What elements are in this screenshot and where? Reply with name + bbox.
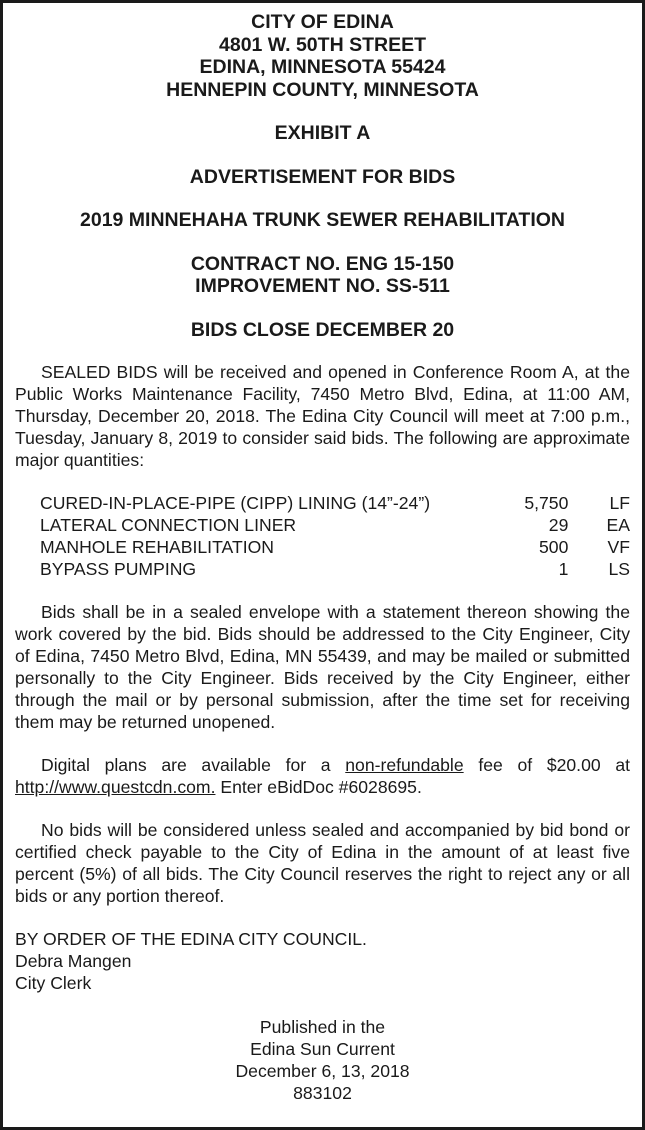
city-street: 4801 W. 50TH STREET [219,33,426,56]
table-row [40,536,630,558]
city-state: EDINA, MINNESOTA 55424 [199,56,446,78]
city-name: CITY OF EDINA [251,11,394,33]
improvement-number: IMPROVEMENT NO. SS-511 [195,275,450,297]
plans-prefix: Digital plans are available for a [41,755,346,775]
intro-paragraph: SEALED BIDS will be received and opened in Conference Room A, at the Public Works Maintenance Facility, 7450 Metro Blvd, Edina, at 11:00 AM, Thursday, December 20, 2018. The Edina City Council will meet at 7:00 p.m., Tuesday, January 8, 2019 to consider said bids. The following are approximate major quantities: [15,362,630,470]
publication-dates: December 6, 13, 2018 [235,1061,410,1081]
signer-title: City Clerk [15,973,92,993]
quantity-item: LATERAL CONNECTION LINER [40,515,297,535]
quantity-value: 29 [548,515,569,535]
publication-name: Edina Sun Current [250,1039,395,1059]
envelope-paragraph: Bids shall be in a sealed envelope with a statement thereon showing the work covered by the bid. Bids should be addressed to the City Engineer, City of Edina, 7450 Metro Blvd, Edina, MN 55439, and may be mailed or submitted personally to the City Engineer. Bids received by the City Engineer, either through the mail or by personal submission, after the time set for receiving them may be returned unopened. [15,602,630,732]
quantity-item: CURED-IN-PLACE-PIPE (CIPP) LINING (14”-24”) [40,493,431,513]
quantity-unit: LS [608,559,630,579]
published-in: Published in the [259,1017,386,1037]
quantity-unit: VF [607,537,630,557]
quantity-value: 5,750 [524,493,569,513]
table-row [40,514,630,536]
county: HENNEPIN COUNTY, MINNESOTA [166,78,479,101]
quantities-table [15,492,630,580]
quantity-value: 500 [539,537,569,557]
order-line: BY ORDER OF THE EDINA CITY COUNCIL. [15,929,367,949]
signer-name: Debra Mangen [15,951,132,971]
plans-paragraph [15,754,630,798]
publication-id: 883102 [293,1083,352,1103]
table-row [40,558,630,580]
plans-suffix: Enter eBidDoc #6028695. [215,777,422,797]
quantity-unit: LF [609,493,630,513]
table-row [40,492,630,514]
bids-close: BIDS CLOSE DECEMBER 20 [190,318,455,341]
non-refundable-text: non-refundable [345,755,464,775]
quantity-value: 1 [558,559,569,579]
quantity-item: BYPASS PUMPING [40,559,197,579]
questcdn-link[interactable]: http://www.questcdn.com. [15,777,216,797]
quantity-unit: EA [606,515,630,535]
exhibit-heading: EXHIBIT A [274,122,371,144]
plans-middle: fee of $20.00 at [463,755,630,775]
contract-number: CONTRACT NO. ENG 15-150 [190,252,455,275]
project-title: 2019 MINNEHAHA TRUNK SEWER REHABILITATION [80,209,565,231]
ad-title: ADVERTISEMENT FOR BIDS [189,165,456,188]
quantity-item: MANHOLE REHABILITATION [40,537,274,557]
bond-paragraph: No bids will be considered unless sealed and accompanied by bid bond or certified check payable to the City of Edina in the amount of at least five percent (5%) of all bids. The City Council reserves the right to reject any or all bids or any portion thereof. [15,820,630,906]
